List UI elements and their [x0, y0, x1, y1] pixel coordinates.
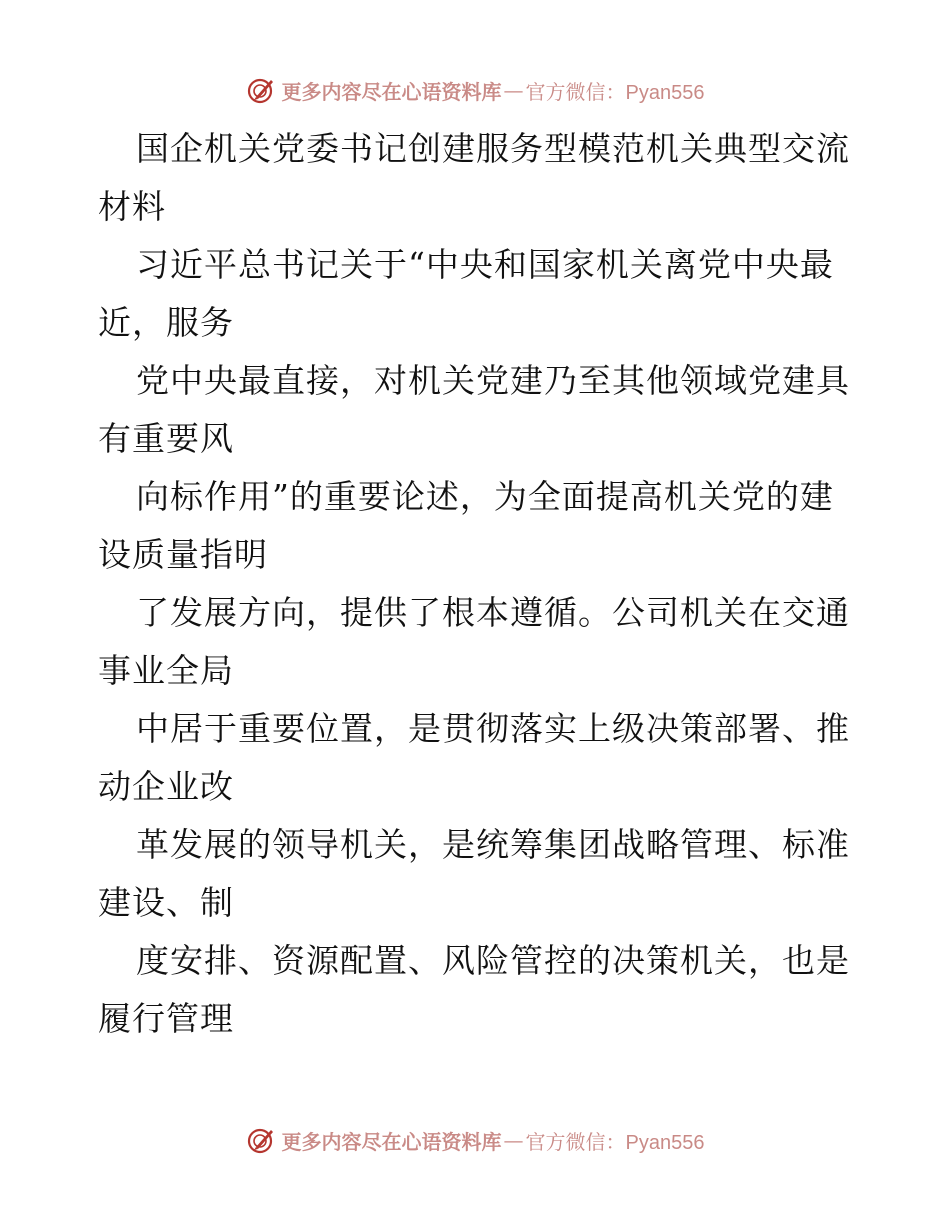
paragraph-continuation: 建设、制 [98, 883, 234, 922]
paragraph-continuation: 材料 [98, 187, 166, 226]
banner-account: 官方微信：Pyan556 [525, 81, 705, 104]
paragraph [98, 352, 858, 468]
paragraph-continuation: 近，服务 [98, 303, 234, 342]
banner-separator: — [503, 78, 524, 102]
paragraph [98, 700, 858, 816]
paragraph-first-line: 度安排、资源配置、风险管控的决策机关，也是 [136, 941, 850, 980]
paragraph-first-line: 习近平总书记关于“中央和国家机关离党中央最 [136, 245, 834, 284]
paragraph-continuation: 设质量指明 [98, 535, 268, 574]
paragraph-first-line: 党中央最直接，对机关党建乃至其他领域党建具 [136, 361, 850, 400]
pen-logo-icon [246, 75, 276, 105]
banner-account: 官方微信：Pyan556 [525, 1131, 705, 1154]
banner-separator: — [503, 1128, 524, 1152]
paragraph [98, 468, 858, 584]
paragraph [98, 932, 858, 1048]
paragraph-continuation: 动企业改 [98, 767, 234, 806]
paragraph-first-line: 向标作用”的重要论述，为全面提高机关党的建 [136, 477, 834, 516]
pen-logo-icon [246, 1125, 276, 1155]
paragraph-continuation: 履行管理 [98, 999, 234, 1038]
paragraph-first-line: 了发展方向，提供了根本遵循。公司机关在交通 [136, 593, 850, 632]
paragraph [98, 584, 858, 700]
paragraph-first-line: 国企机关党委书记创建服务型模范机关典型交流 [136, 129, 850, 168]
paragraph-first-line: 革发展的领导机关，是统筹集团战略管理、标准 [136, 825, 850, 864]
document-body [98, 120, 858, 1048]
paragraph [98, 236, 858, 352]
paragraph [98, 816, 858, 932]
paragraph-first-line: 中居于重要位置，是贯彻落实上级决策部署、推 [136, 709, 850, 748]
footer-banner [0, 1120, 950, 1160]
paragraph [98, 120, 858, 236]
paragraph-continuation: 事业全局 [98, 651, 234, 690]
banner-text: 更多内容尽在心语资料库 [281, 1129, 502, 1154]
header-banner [0, 70, 950, 110]
paragraph-continuation: 有重要风 [98, 419, 234, 458]
banner-text: 更多内容尽在心语资料库 [281, 79, 502, 104]
